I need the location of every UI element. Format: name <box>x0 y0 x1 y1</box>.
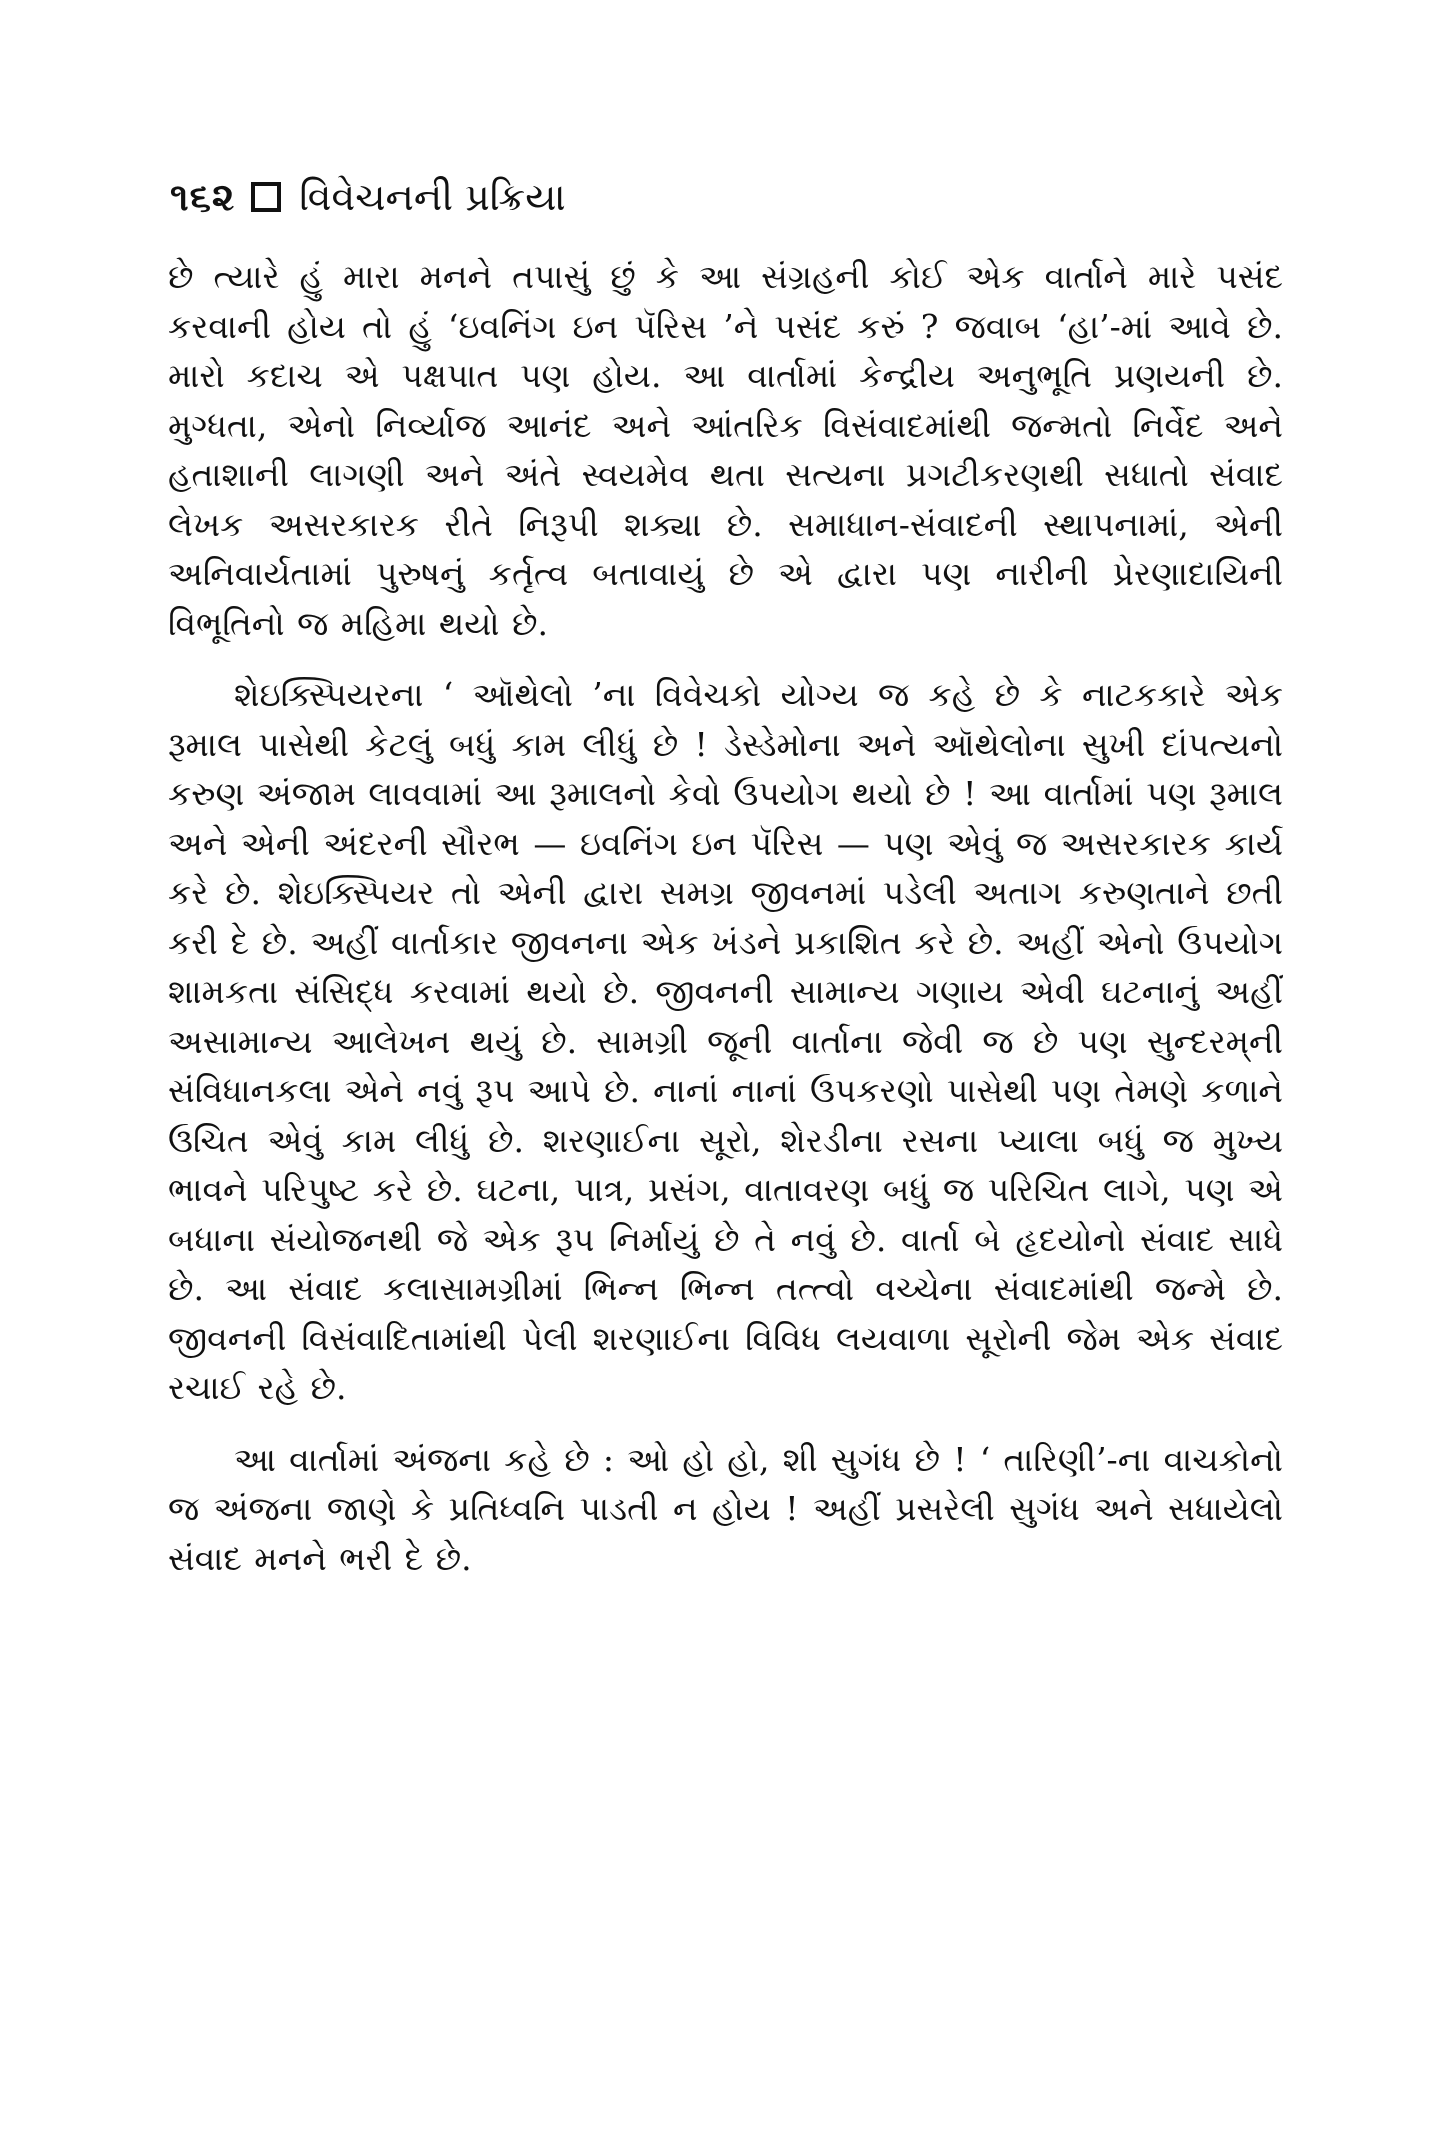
page-number: ૧૬૨ <box>170 174 236 219</box>
paragraph-2: શેઇક્સ્પિયરના ‘ ઑથેલો ’ના વિવેચકો યોગ્ય જ કહે છે કે નાટકકારે એક રૂમાલ પાસેથી કેટલું બધું કામ લીધું છે ! ડેસ્ડેમોના અને ઑથેલોના સુખી દાંપત્યનો કરુણ અંજામ લાવવામાં આ રૂમાલનો કેવો ઉપયોગ થયો છે ! આ વાર્તામાં પણ રૂમાલ અને એની અંદરની સૌરભ — ઇવનિંગ ઇન પૅરિસ — પણ એવું જ અસરકારક કાર્ય કરે છે. શેઇક્સ્પિયર તો એની દ્વારા સમગ્ર જીવનમાં પડેલી અતાગ કરુણતાને છતી કરી દે છે. અહીં વાર્તાકાર જીવનના એક ખંડને પ્રકાશિત કરે છે. અહીં એનો ઉપયોગ શામકતા સંસિદ્ધ કરવામાં થયો છે. જીવનની સામાન્ય ગણાય એવી ઘટનાનું અહીં અસામાન્ય આલેખન થયું છે. સામગ્રી જૂની વાર્તાના જેવી જ છે પણ સુન્દરમ્‌ની સંવિધાનકલા એને નવું રૂપ આપે છે. નાનાં નાનાં ઉપકરણો પાસેથી પણ તેમણે કળાને ઉચિત એવું કામ લીધું છે. શરણાઈના સૂરો, શેરડીના રસના પ્યાલા બધું જ મુખ્ય ભાવને પરિપુષ્ટ કરે છે. ઘટના, પાત્ર, પ્રસંગ, વાતાવરણ બધું જ પરિચિત લાગે, પણ એ બધાના સંયોજનથી જે એક રૂપ નિર્માયું છે તે નવું છે. વાર્તા બે હૃદયોનો સંવાદ સાધે છે. આ સંવાદ કલાસામગ્રીમાં ભિન્ન ભિન્ન તત્ત્વો વચ્ચેના સંવાદમાંથી જન્મે છે. જીવનની વિસંવાદિતામાંથી પેલી શરણાઈના વિવિધ લયવાળા સૂરોની જેમ એક સંવાદ રચાઈ રહે છે. <box>168 675 1283 1407</box>
running-title: વિવેચનની પ્રક્રિયા <box>299 175 566 219</box>
paragraph-3: આ વાર્તામાં અંજના કહે છે : ઓ હો હો, શી સુગંધ છે ! ‘ તારિણી’-ના વાચકોનો જ અંજના જાણે કે પ્રતિધ્વનિ પાડતી ન હોય ! અહીં પ્રસરેલી સુગંધ અને સધાયેલો સંવાદ મનને ભરી દે છે. <box>168 1439 1283 1578</box>
paragraph-1: છે ત્યારે હું મારા મનને તપાસું છું કે આ સંગ્રહની કોઈ એક વાર્તાને મારે પસંદ કરવાની હોય તો હું ‘ઇવનિંગ ઇન પૅરિસ ’ને પસંદ કરું ? જવાબ ‘હા’-માં આવે છે. મારો કદાચ એ પક્ષપાત પણ હોય. આ વાર્તામાં કેન્દ્રીય અનુભૂતિ પ્રણયની છે. મુગ્ધતા, એનો નિર્વ્યાજ આનંદ અને આંતરિક વિસંવાદમાંથી જન્મતો નિર્વેદ અને હતાશાની લાગણી અને અંતે સ્વયમેવ થતા સત્યના પ્રગટીકરણથી સધાતો સંવાદ લેખક અસરકારક રીતે નિરૂપી શક્યા છે. સમાધાન-સંવાદની સ્થાપનામાં, એની અનિવાર્યતામાં પુરુષનું કર્તૃત્વ બતાવાયું છે એ દ્વારા પણ નારીની પ્રેરણાદાયિની વિભૂતિનો જ મહિમા થયો છે. <box>168 257 1283 643</box>
page-header <box>170 174 566 219</box>
body-text <box>168 252 1283 1583</box>
square-box-icon <box>251 182 281 212</box>
